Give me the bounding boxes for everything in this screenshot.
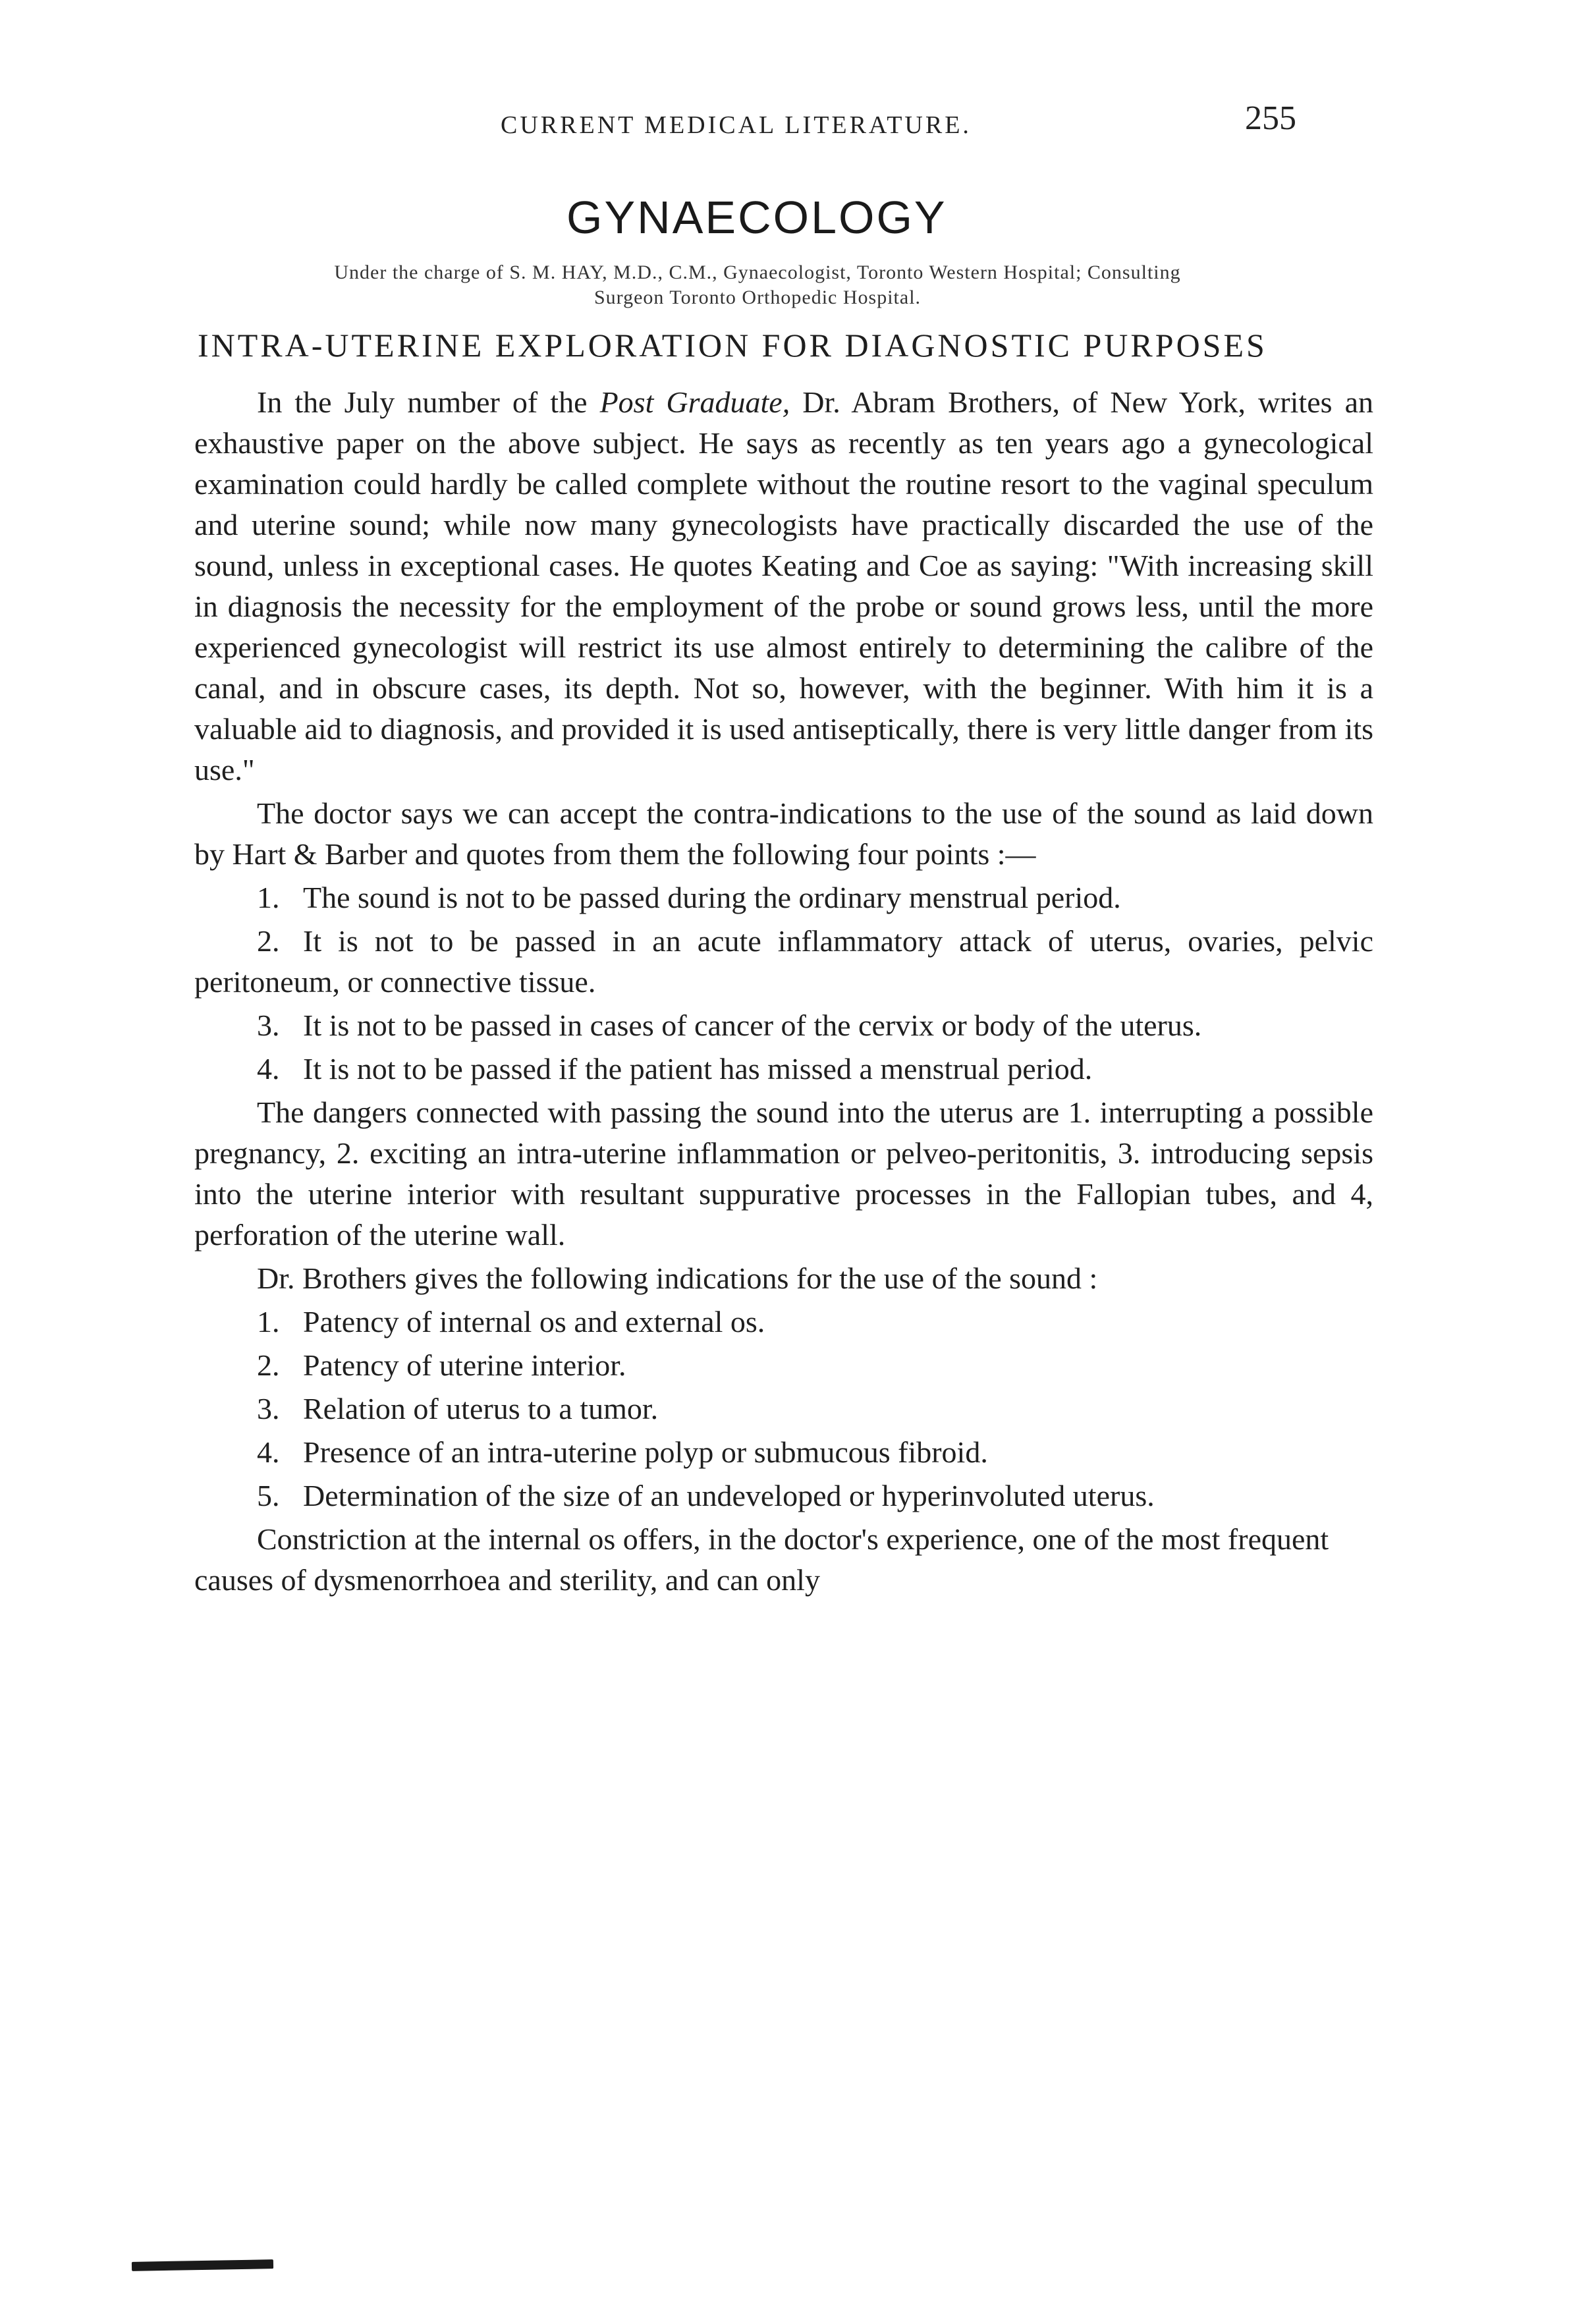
list-text: Determination of the size of an undeveloped or hyperinvoluted uterus. — [303, 1479, 1155, 1512]
paragraph-constriction: Constriction at the internal os offers, in the doctor's experience, one of the most frequent causes of dysmenorrhoea and sterility, and can only — [194, 1522, 1329, 1597]
indication-item — [194, 1389, 1373, 1429]
list-number: 3. — [257, 1008, 280, 1042]
list-number: 4. — [257, 1052, 280, 1086]
list-number: 4. — [257, 1435, 280, 1469]
list-text: It is not to be passed in cases of cancer of the cervix or body of the uterus. — [303, 1008, 1202, 1042]
list-number: 1. — [257, 881, 280, 914]
list-text: The sound is not to be passed during the ordinary menstrual period. — [303, 881, 1121, 914]
paragraph-indications-intro: Dr. Brothers gives the following indications for the use of the sound : — [257, 1261, 1098, 1295]
indication-item — [194, 1345, 1373, 1386]
article-body — [194, 382, 1373, 1601]
intro-text-start: In the July number of the — [257, 385, 600, 419]
list-number: 5. — [257, 1479, 280, 1512]
list-text: It is not to be passed in an acute inflammatory attack of uterus, ovaries, pelvic peritoneum, or connective tissue. — [194, 924, 1373, 999]
list-number: 2. — [257, 1348, 280, 1382]
page-number: 255 — [1245, 99, 1296, 137]
journal-name: Post Graduate, — [599, 385, 790, 419]
list-number: 1. — [257, 1305, 280, 1338]
contraindication-item — [194, 921, 1373, 1003]
list-text: Patency of uterine interior. — [303, 1348, 626, 1382]
article-title: INTRA-UTERINE EXPLORATION FOR DIAGNOSTIC PURPOSES — [198, 327, 1267, 364]
editor-line-2: Surgeon Toronto Orthopedic Hospital. — [593, 287, 922, 308]
list-text: Presence of an intra-uterine polyp or submucous fibroid. — [303, 1435, 988, 1469]
indication-item — [194, 1432, 1373, 1473]
section-title: GYNAECOLOGY — [566, 192, 947, 243]
margin-mark — [132, 2259, 273, 2271]
contraindication-item — [194, 1005, 1373, 1046]
section-editor-note — [171, 260, 1344, 310]
intro-text-rest: Dr. Abram Brothers, of New York, writes an exhaustive paper on the above subject. He says as recently as ten years ago a gynecological examination could hardly be called complete without the routine resort to the vaginal speculum and uterine sound; while now many gynecologists have practically discarded the use of the sound, unless in exceptional cases. He quotes Keating and Coe as saying: "With increasing skill in diagnosis the necessity for the employment of the probe or sound grows less, until the more experienced gynecologist will restrict its use almost entirely to determining the calibre of the canal, and in obscure cases, its depth. Not so, however, with the beginner. With him it is a valuable aid to diagnosis, and provided it is used antiseptically, there is very little danger from its use." — [194, 385, 1373, 786]
paragraph-intro — [194, 382, 1373, 790]
editor-line-1: Under the charge of S. M. HAY, M.D., C.M., Gynaecologist, Toronto Western Hospital; Consulting — [334, 262, 1181, 283]
list-text: Relation of uterus to a tumor. — [303, 1392, 659, 1425]
list-number: 3. — [257, 1392, 280, 1425]
list-number: 2. — [257, 924, 280, 958]
indication-item — [194, 1475, 1373, 1516]
list-text: Patency of internal os and external os. — [303, 1305, 765, 1338]
list-text: It is not to be passed if the patient has missed a menstrual period. — [303, 1052, 1093, 1086]
contraindication-item — [194, 1049, 1373, 1089]
paragraph-contraindications-intro: The doctor says we can accept the contra-indications to the use of the sound as laid down by Hart & Barber and quotes from them the following four points :— — [194, 796, 1373, 871]
running-head: CURRENT MEDICAL LITERATURE. — [501, 111, 972, 139]
contraindication-item — [194, 877, 1373, 918]
indication-item — [194, 1302, 1373, 1342]
paragraph-dangers: The dangers connected with passing the sound into the uterus are 1. interrupting a possible pregnancy, 2. exciting an intra-uterine inflammation or pelveo-peritonitis, 3. introducing sepsis into the uterine interior with resultant suppurative processes in the Fallopian tubes, and 4, perforation of the uterine wall. — [194, 1095, 1373, 1252]
